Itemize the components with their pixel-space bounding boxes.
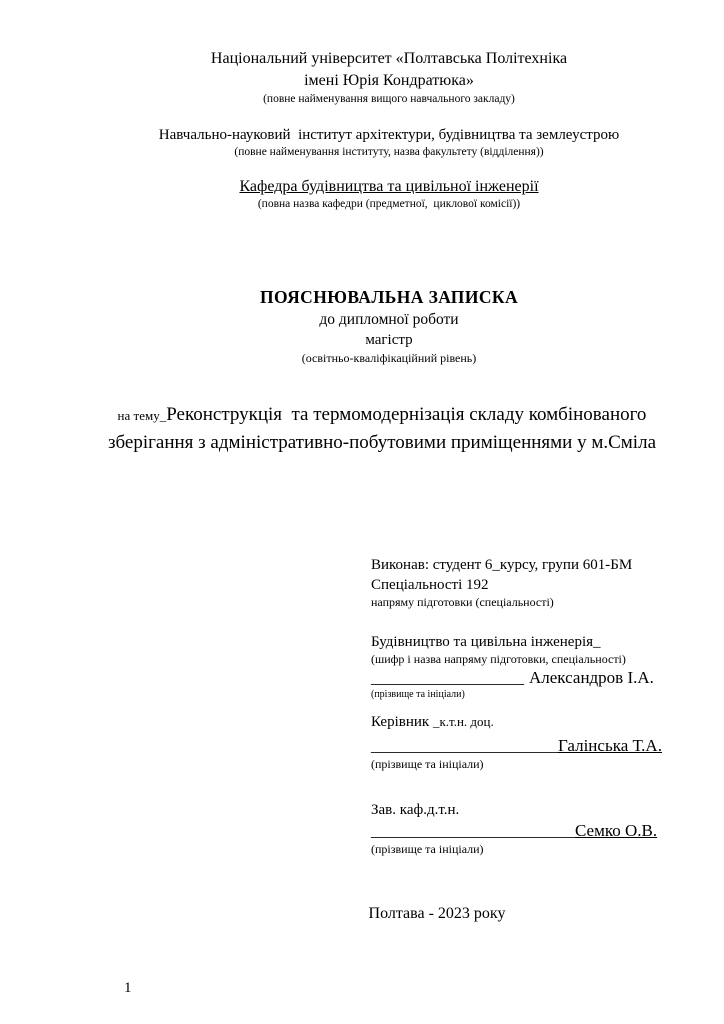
specialty-caption: (шифр і назва напряму підготовки, спеціальності): [371, 652, 626, 666]
executor-signature-blank: __________________: [371, 668, 524, 687]
supervisor-degree: _к.т.н. доц.: [432, 714, 494, 729]
executor-signature-line: [371, 667, 671, 689]
topic-paragraph: [100, 401, 664, 456]
executor-name: Александров І.А.: [529, 668, 654, 687]
degree-caption: (освітньо-кваліфікаційний рівень): [301, 351, 477, 365]
institute-name: Навчально-науковий інститут архітектури, будівництва та землеустрою: [158, 127, 620, 143]
topic-text: Реконструкція та термомодернізація складу комбінованого зберігання з адміністративно-побутовими приміщеннями у м.Сміла: [107, 404, 656, 453]
university-name-caption: (повне найменування вищого навчального закладу): [263, 93, 515, 105]
executor-line: Виконав: студент 6_курсу, групи 601-БМ: [371, 557, 633, 573]
degree-level: магістр: [365, 332, 413, 348]
specialty-name-line: Будівництво та цивільна інженерія_: [371, 634, 601, 650]
supervisor-name: Галінська Т.А.: [558, 736, 662, 755]
head-name-caption: (прізвище та ініціали): [371, 842, 484, 856]
topic-block: [100, 401, 664, 456]
executor-specialty-line: Спеціальності 192: [371, 577, 489, 593]
supervisor-signature-blank: ______________________: [371, 736, 558, 755]
head-signature-blank: ________________________: [371, 821, 575, 840]
signature-block: [371, 555, 671, 857]
page-number: 1: [124, 980, 132, 996]
institute-caption: (повне найменування інституту, назва факультету (відділення)): [234, 146, 544, 158]
department-caption: (повна назва кафедри (предметної, циклової комісії)): [257, 198, 521, 210]
university-name-line2: імені Юрія Кондратюка»: [304, 72, 474, 89]
document-title: ПОЯСНЮВАЛЬНА ЗАПИСКА: [259, 287, 519, 307]
city-year-line: Полтава - 2023 року: [368, 905, 506, 922]
head-signature-line: [371, 820, 671, 842]
supervisor-title-line: [371, 712, 671, 732]
head-name: Семко О.В.: [575, 821, 658, 840]
head-title-line: Зав. каф.д.т.н.: [371, 802, 460, 818]
topic-label: на тему_: [117, 408, 167, 423]
document-subtitle: до дипломної роботи: [319, 311, 459, 328]
university-header: [72, 48, 706, 211]
executor-name-caption: (прізвище та ініціали): [371, 689, 465, 700]
document-title-block: [72, 286, 706, 366]
supervisor-signature-line: [371, 735, 671, 757]
supervisor-label: Керівник: [371, 714, 433, 730]
department-name: Кафедра будівництва та цивільної інженерії: [239, 178, 539, 195]
supervisor-name-caption: (прізвище та ініціали): [371, 757, 484, 771]
university-name-line1: Національний університет «Полтавська Політехніка: [210, 50, 568, 67]
executor-caption: напряму підготовки (спеціальності): [371, 595, 554, 609]
